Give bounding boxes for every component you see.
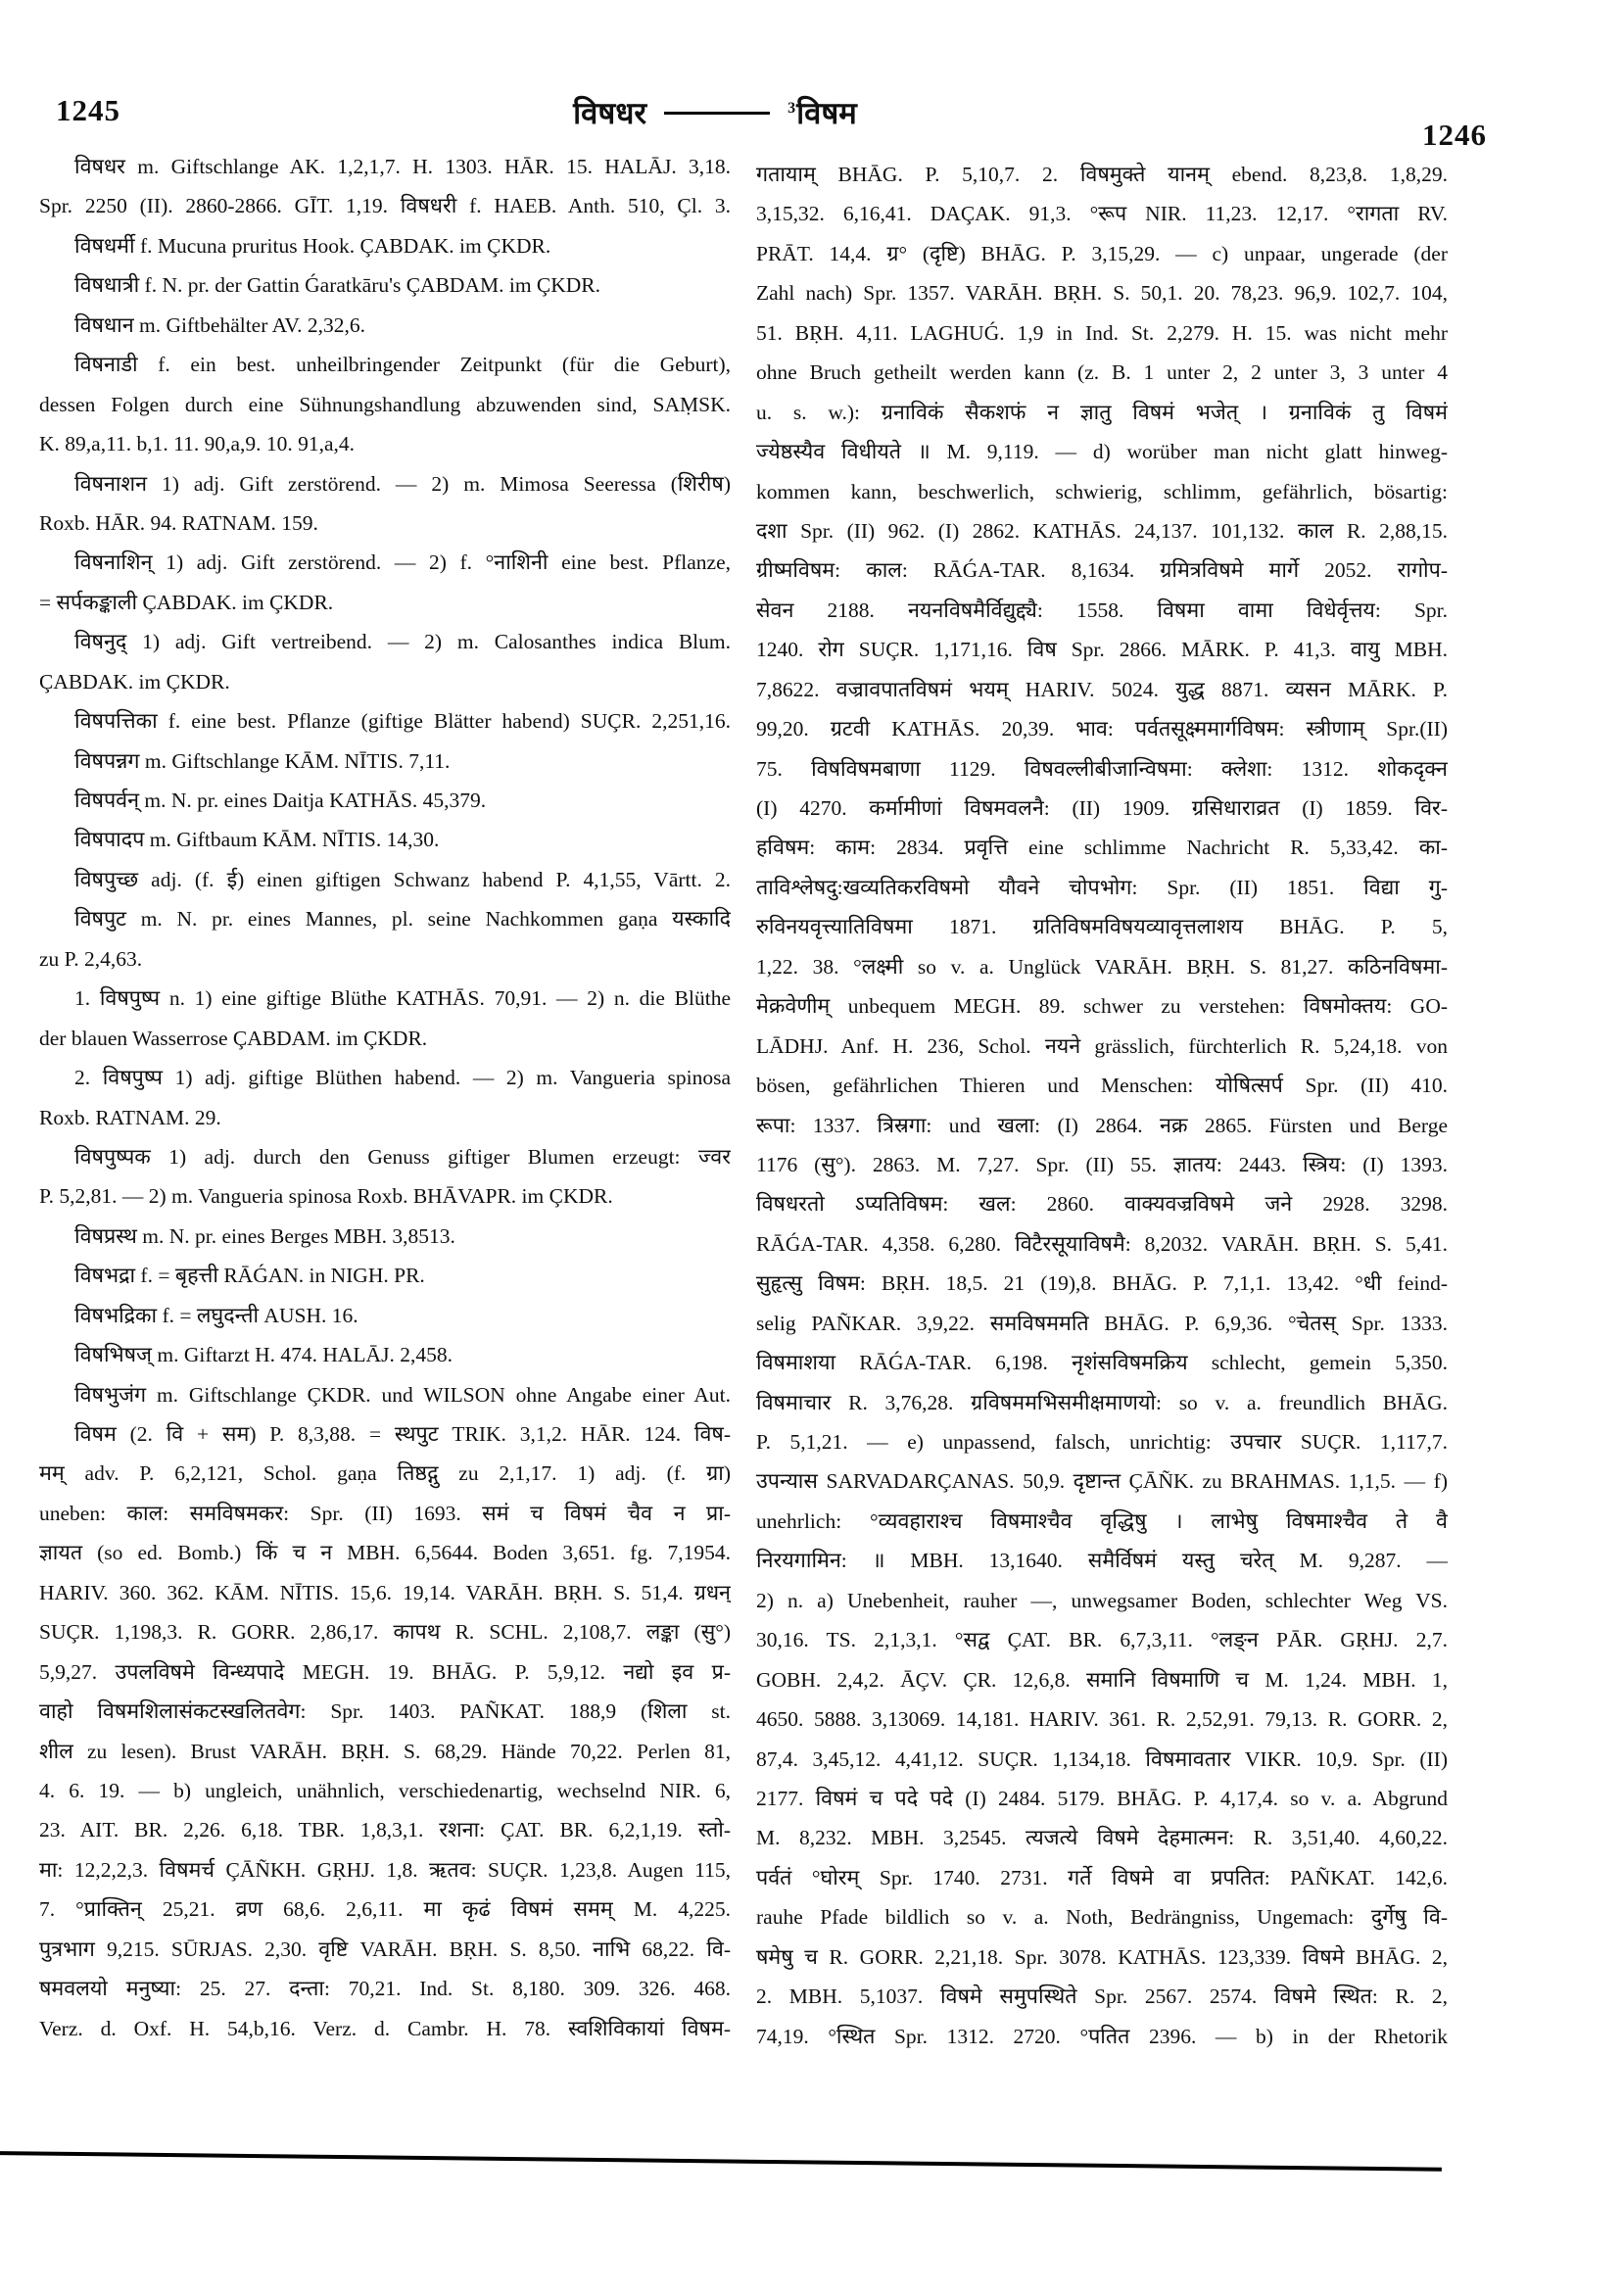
text-line: सेवन 2188. नयनविषमैर्विद्युद्द्यै: 1558. विषमा वामा विधेर्वृत्तय: Spr. <box>756 598 1448 622</box>
text-line: विषपुष्पक 1) adj. durch den Genuss giftiger Blumen erzeugt: ज्वर <box>74 1144 731 1169</box>
text-line: विषमाचार R. 3,76,28. ग्रविषममभिसमीक्षमाणयो: so v. a. freundlich BHĀG. <box>756 1390 1448 1414</box>
text-line: विषधर्मी f. Mucuna pruritus Hook. ÇABDAK. im ÇKDR. <box>74 233 551 258</box>
text-line: 3,15,32. 6,16,41. DAÇAK. 91,3. °रूप NIR. 11,23. 12,17. °रागता RV. <box>756 202 1448 226</box>
text-line: विषधात्री f. N. pr. der Gattin Ǵaratkāru's ÇABDAM. im ÇKDR. <box>74 273 601 298</box>
text-line: K. 89,a,11. b,1. 11. 90,a,9. 10. 91,a,4. <box>39 432 356 456</box>
text-line: विषधान m. Giftbehälter AV. 2,32,6. <box>74 312 365 337</box>
text-line: dessen Folgen durch eine Sühnungshandlung abzuwenden sind, SAṂSK. <box>39 392 731 416</box>
text-line: रुविनयवृत्त्यातिविषमा 1871. ग्रतिविषमविषयव्यावृत्तलाशय BHĀG. P. 5, <box>756 915 1448 939</box>
text-line: Spr. 2250 (II). 2860-2866. GĪT. 1,19. विषधरी f. HAEB. Anth. 510, Çl. 3. <box>39 194 731 218</box>
left-column <box>39 147 731 2048</box>
text-line: विषभुजंग m. Giftschlange ÇKDR. und WILSON ohne Angabe einer Aut. <box>74 1382 731 1407</box>
text-line: रूपा: 1337. त्रिस्रगा: und खला: (I) 2864. नक्र 2865. Fürsten und Berge <box>756 1113 1448 1137</box>
running-head-dash <box>664 112 770 115</box>
text-line: विषम (2. वि + सम) P. 8,3,88. = स्थपुट TRIK. 3,1,2. HĀR. 124. विष- <box>74 1422 731 1446</box>
text-line: विषनाडी f. ein best. unheilbringender Zeitpunkt (für die Geburt), <box>74 353 731 377</box>
text-line: वाहो विषमशिलासंकटस्खलितवेग: Spr. 1403. PAÑKAT. 188,9 (शिला st. <box>39 1699 731 1724</box>
text-line: उपन्यास SARVADARÇANAS. 50,9. दृष्टान्त ÇĀÑK. zu BRAHMAS. 1,1,5. — f) <box>756 1469 1448 1494</box>
text-line: 87,4. 3,45,12. 4,41,12. SUÇR. 1,134,18. विषमावतार VIKR. 10,9. Spr. (II) <box>756 1746 1448 1771</box>
text-line: u. s. w.): ग्रनाविकं सैकशफं न ज्ञातु विषमं भजेत् । ग्रनाविकं तु विषमं <box>756 400 1448 424</box>
text-line: 30,16. TS. 2,1,3,1. °सद्व ÇAT. BR. 6,7,3,11. °लङ्न PĀR. GṚHJ. 2,7. <box>756 1628 1448 1652</box>
text-line: विषधर m. Giftschlange AK. 1,2,1,7. H. 1303. HĀR. 15. HALĀJ. 3,18. <box>74 155 731 178</box>
text-line: ग्रीष्मविषम: काल: RĀǴA-TAR. 8,1634. ग्रमित्रविषमे मार्गे 2052. रागोप- <box>756 558 1448 583</box>
page-number-left: 1245 <box>56 93 120 127</box>
scan-artifact-line <box>0 2151 1442 2172</box>
text-line: शील zu lesen). Brust VARĀH. BṚH. S. 68,29. Hände 70,22. Perlen 81, <box>39 1739 731 1763</box>
text-line: विषपन्नग m. Giftschlange KĀM. NĪTIS. 7,11. <box>74 748 451 773</box>
text-line: निरयगामिन: ॥ MBH. 13,1640. समैर्विषमं यस्तु चरेत् M. 9,287. — <box>756 1549 1448 1573</box>
text-line: M. 8,232. MBH. 3,2545. त्यजत्ये विषमे देहमात्मन: R. 3,51,40. 4,60,22. <box>756 1826 1448 1850</box>
running-head-last-word-text: विषम <box>796 96 857 130</box>
text-line: 7. °प्राक्तिन् 25,21. व्रण 68,6. 2,6,11. मा कृढं विषमं समम् M. 4,225. <box>39 1897 731 1922</box>
text-line: LĀDHJ. Anf. H. 236, Schol. नयने grässlich, fürchterlich R. 5,24,18. von <box>756 1033 1448 1058</box>
text-line: 2177. विषमं च पदे पदे (I) 2484. 5179. BHĀG. P. 4,17,4. so v. a. Abgrund <box>756 1786 1448 1810</box>
text-line: विषभिषज् m. Giftarzt H. 474. HALĀJ. 2,458. <box>74 1343 453 1367</box>
text-line: 1176 (सु°). 2863. M. 7,27. Spr. (II) 55. ज्ञातय: 2443. स्त्रिय: (I) 1393. <box>756 1152 1448 1176</box>
text-line: Roxb. HĀR. 94. RATNAM. 159. <box>39 510 318 535</box>
text-line: पुत्रभाग 9,215. SŪRJAS. 2,30. वृष्टि VARĀH. BṚH. S. 8,50. नाभि 68,22. वि- <box>39 1937 731 1961</box>
running-head-last-word <box>787 92 857 133</box>
text-line: मम् adv. P. 6,2,121, Schol. gaṇa तिष्ठद्गु zu 2,1,17. 1) adj. (f. ग्रा) <box>39 1461 731 1486</box>
text-line: विषनाशन 1) adj. Gift zerstörend. — 2) m. Mimosa Seeressa (शिरीष) <box>74 471 731 496</box>
text-line: दशा Spr. (II) 962. (I) 2862. KATHĀS. 24,137. 101,132. काल R. 2,88,15. <box>756 518 1448 543</box>
text-line: P. 5,2,81. — 2) m. Vangueria spinosa Roxb. BHĀVAPR. im ÇKDR. <box>39 1184 613 1209</box>
page-number-right: 1246 <box>1422 118 1487 152</box>
text-line: der blauen Wasserrose ÇABDAM. im ÇKDR. <box>39 1026 428 1050</box>
running-head-first-word: विषधर <box>573 96 647 130</box>
text-line: विषप्रस्थ m. N. pr. eines Berges MBH. 3,8513. <box>74 1223 455 1248</box>
text-line: 75. विषविषमबाणा 1129. विषवल्लीबीजान्विषमा: क्लेशा: 1312. शोकदृक्न <box>756 756 1448 781</box>
text-line: rauhe Pfade bildlich so v. a. Noth, Bedrängniss, Ungemach: दुर्गेषु वि- <box>756 1905 1448 1930</box>
text-line: Zahl nach) Spr. 1357. VARĀH. BṚH. S. 50,1. 20. 78,23. 96,9. 102,7. 104, <box>756 281 1448 306</box>
text-line: 1. विषपुष्प n. 1) eine giftige Blüthe KATHĀS. 70,91. — 2) n. die Blüthe <box>74 986 731 1011</box>
text-line: selig PAÑKAR. 3,9,22. समविषममति BHĀG. P. 6,9,36. °चेतस् Spr. 1333. <box>756 1311 1448 1335</box>
text-line: हविषम: काम: 2834. प्रवृत्ति eine schlimme Nachricht R. 5,33,42. का- <box>756 836 1448 860</box>
homonym-superscript: 3 <box>787 99 796 117</box>
text-line: SUÇR. 1,198,3. R. GORR. 2,86,17. कापथ R. SCHL. 2,108,7. लङ्का (सु°) <box>39 1620 731 1645</box>
text-line: विषमाशया RĀǴA-TAR. 6,198. नृशंसविषमक्रिय schlecht, gemein 5,350. <box>756 1351 1448 1375</box>
text-line: मेक्रवेणीम् unbequem MEGH. 89. schwer zu verstehen: विषमोक्तय: GO- <box>756 994 1448 1019</box>
text-line: गतायाम् BHĀG. P. 5,10,7. 2. विषमुक्ते यानम् ebend. 8,23,8. 1,8,29. <box>756 163 1448 186</box>
text-line: मा: 12,2,2,3. विषमर्च ÇĀÑKH. GṚHJ. 1,8. ऋतव: SUÇR. 1,23,8. Augen 115, <box>39 1857 731 1882</box>
text-line: विषपर्वन् m. N. pr. eines Daitja KATHĀS. 45,379. <box>74 789 487 812</box>
text-line: kommen kann, beschwerlich, schwierig, schlimm, gefährlich, bösartig: <box>756 479 1448 503</box>
text-line: षमवलयो मनुष्या: 25. 27. दन्ता: 70,21. Ind. St. 8,180. 309. 326. 468. <box>39 1977 731 2001</box>
text-line: विषपत्तिका f. eine best. Pflanze (giftige Blätter habend) SUÇR. 2,251,16. <box>74 709 731 734</box>
text-line: Verz. d. Oxf. H. 54,b,16. Verz. d. Cambr. H. 78. स्वशिविकायां विषम- <box>39 2016 731 2040</box>
text-line: unehrlich: °व्यवहाराश्च विषमाश्चैव वृद्धिषु । लाभेषु विषमाश्चैव ते वै <box>756 1508 1448 1533</box>
right-column <box>756 155 1448 2056</box>
text-line: विषनुद् 1) adj. Gift vertreibend. — 2) m. Calosanthes indica Blum. <box>74 630 731 654</box>
text-line: ÇABDAK. im ÇKDR. <box>39 669 230 694</box>
text-line: HARIV. 360. 362. KĀM. NĪTIS. 15,6. 19,14. VARĀH. BṚH. S. 51,4. ग्रधन् <box>39 1580 731 1604</box>
text-line: 1,22. 38. °लक्ष्मी so v. a. Unglück VARĀH. BṚH. S. 81,27. कठिनविषमा- <box>756 954 1448 979</box>
text-line: RĀǴA-TAR. 4,358. 6,280. विटैरसूयाविषमै: 8,2032. VARĀH. BṚH. S. 5,41. <box>756 1231 1448 1256</box>
text-line: विषभद्रा f. = बृहत्ती RĀǴAN. in NIGH. PR. <box>74 1264 425 1288</box>
running-head <box>509 92 921 133</box>
text-line: 51. BṚH. 4,11. LAGHUǴ. 1,9 in Ind. St. 2,279. H. 15. was nicht mehr <box>756 320 1448 345</box>
text-line: ज्ञायत (so ed. Bomb.) किं च न MBH. 6,5644. Boden 3,651. fg. 7,1954. <box>39 1541 731 1565</box>
text-line: 23. AIT. BR. 2,26. 6,18. TBR. 1,8,3,1. रशना: ÇAT. BR. 6,2,1,19. स्तो- <box>39 1818 731 1842</box>
text-line: विषनाशिन् 1) adj. Gift zerstörend. — 2) f. °नाशिनी eine best. Pflanze, <box>74 550 731 575</box>
text-line: 2. विषपुष्प 1) adj. giftige Blüthen habend. — 2) m. Vangueria spinosa <box>74 1066 731 1090</box>
text-line: 74,19. °स्थित Spr. 1312. 2720. °पतित 2396. — b) in der Rhetorik <box>756 2024 1448 2048</box>
text-line: 2. MBH. 5,1037. विषमे समुपस्थिते Spr. 2567. 2574. विषमे स्थित: R. 2, <box>756 1985 1448 2009</box>
text-line: ताविश्लेषदु:खव्यतिकरविषमो यौवने चोपभोग: Spr. (II) 1851. विद्या गु- <box>756 875 1448 899</box>
text-line: = सर्पकङ्काली ÇABDAK. im ÇKDR. <box>39 590 334 614</box>
text-line: 4. 6. 19. — b) ungleich, unähnlich, verschiedenartig, wechselnd NIR. 6, <box>39 1778 731 1802</box>
text-line: ohne Bruch getheilt werden kann (z. B. 1 unter 2, 2 unter 3, 3 unter 4 <box>756 360 1448 385</box>
text-line: PRĀT. 14,4. ग्र° (दृष्टि) BHĀG. P. 3,15,29. — c) unpaar, ungerade (der <box>756 241 1448 265</box>
text-line: 7,8622. वज्रावपातविषमं भयम् HARIV. 5024. युद्ध 8871. व्यसन MĀRK. P. <box>756 677 1448 701</box>
text-line: 99,20. ग्रटवी KATHĀS. 20,39. भाव: पर्वतसूक्ष्ममार्गविषम: स्त्रीणाम् Spr.(II) <box>756 717 1448 741</box>
text-line: विषधरतो ऽप्यतिविषम: खल: 2860. वाक्यवज्रविषमे जने 2928. 3298. <box>756 1192 1448 1217</box>
text-line: सुहृत्सु विषम: BṚH. 18,5. 21 (19),8. BHĀG. P. 7,1,1. 13,42. °धी feind- <box>756 1271 1448 1296</box>
text-line: विषपुच्छ adj. (f. ई) einen giftigen Schwanz habend P. 4,1,55, Vārtt. 2. <box>74 867 731 891</box>
text-line: (I) 4270. कर्मामीणां विषमवलनै: (II) 1909. ग्रसिधाराव्रत (I) 1859. विर- <box>756 796 1448 820</box>
text-line: 5,9,27. उपलविषमे विन्ध्यपादे MEGH. 19. BHĀG. P. 5,9,12. नद्यो इव प्र- <box>39 1659 731 1684</box>
text-line: विषपादप m. Giftbaum KĀM. NĪTIS. 14,30. <box>74 828 440 852</box>
text-line: विषपुट m. N. pr. eines Mannes, pl. seine Nachkommen gaṇa यस्कादि <box>74 907 731 932</box>
text-line: uneben: काल: समविषमकर: Spr. (II) 1693. समं च विषमं चैव न प्रा- <box>39 1501 731 1525</box>
text-line: bösen, gefährlichen Thieren und Menschen: योषित्सर्प Spr. (II) 410. <box>756 1074 1448 1098</box>
text-line: P. 5,1,21. — e) unpassend, falsch, unrichtig: उपचार SUÇR. 1,117,7. <box>756 1430 1448 1454</box>
text-line: पर्वतं °घोरम् Spr. 1740. 2731. गर्ते विषमे वा प्रपतित: PAÑKAT. 142,6. <box>756 1865 1448 1889</box>
text-line: 4650. 5888. 3,13069. 14,181. HARIV. 361. R. 2,52,91. 79,13. R. GORR. 2, <box>756 1707 1448 1732</box>
text-line: zu P. 2,4,63. <box>39 946 143 971</box>
text-line: विषभद्रिका f. = लघुदन्ती AUSH. 16. <box>74 1303 358 1327</box>
text-line: 2) n. a) Unebenheit, rauher —, unwegsamer Boden, schlechter Weg VS. <box>756 1588 1448 1612</box>
text-line: ज्येष्ठस्यैव विधीयते ॥ M. 9,119. — d) worüber man nicht glatt hinweg- <box>756 440 1448 464</box>
text-line: षमेषु च R. GORR. 2,21,18. Spr. 3078. KATHĀS. 123,339. विषमे BHĀG. 2, <box>756 1944 1448 1969</box>
text-line: GOBH. 2,4,2. ĀÇV. ÇR. 12,6,8. समानि विषमाणि च M. 1,24. MBH. 1, <box>756 1667 1448 1692</box>
text-line: Roxb. RATNAM. 29. <box>39 1105 221 1129</box>
text-line: 1240. रोग SUÇR. 1,171,16. विष Spr. 2866. MĀRK. P. 41,3. वायु MBH. <box>756 638 1448 662</box>
